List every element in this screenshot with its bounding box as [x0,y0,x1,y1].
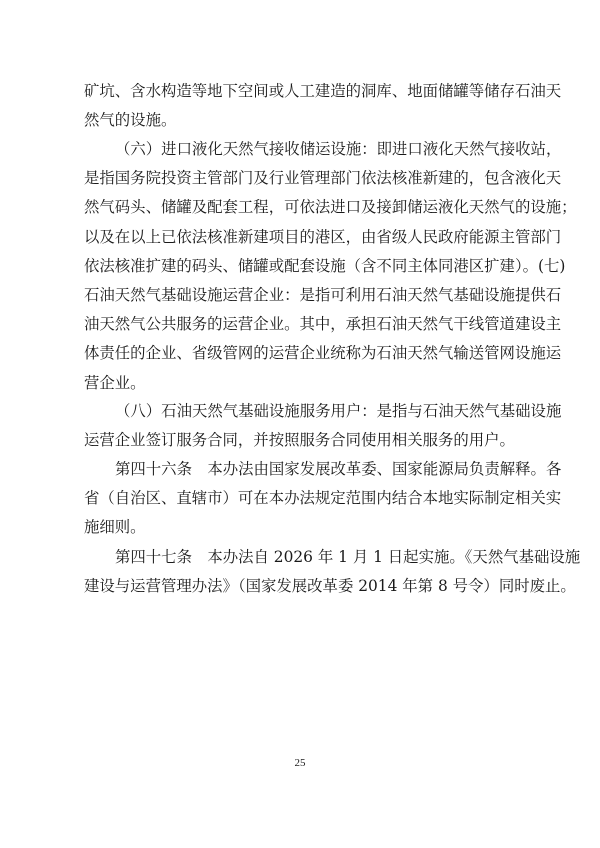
text-line: 油天然气公共服务的运营企业。其中，承担石油天然气干线管道建设主 [84,315,562,334]
text-line: 依法核准扩建的码头、储罐或配套设施（含不同主体同港区扩建）。(七) [84,256,566,275]
paragraph-item-6-7 [84,135,577,398]
page-number: 25 [294,757,306,769]
text-line: 体责任的企业、省级管网的运营企业统称为石油天然气输送管网设施运 [84,344,562,363]
paragraph-item-8 [84,397,562,455]
text-line: 营企业。 [84,373,146,392]
paragraph-article-46 [84,455,562,543]
text-line: 以及在以上已依法核准新建项目的港区，由省级人民政府能源主管部门 [84,227,562,246]
text-line: （六）进口液化天然气接收储运设施：即进口液化天然气接收站， [115,140,562,158]
text-line: 矿坑、含水构造等地下空间或人工建造的洞库、地面储罐等储存石油天 [84,82,562,100]
text-line: 运营企业签订服务合同，并按照服务合同使用相关服务的用户。 [84,431,515,450]
text-line: 省（自治区、直辖市）可在本办法规定范围内结合本地实际制定相关实 [84,489,562,508]
paragraph-continuation [84,77,562,135]
text-line: 建设与运营管理办法》（国家发展改革委 2014 年第 8 号令）同时废止。 [84,577,576,596]
text-line: （八）石油天然气基础设施服务用户：是指与石油天然气基础设施 [115,402,562,420]
text-line: 是指国务院投资主管部门及行业管理部门依法核准新建的，包含液化天 [84,169,562,188]
text-line: 第四十七条 本办法自 2026 年 1 月 1 日起实施。《天然气基础设施 [115,548,581,566]
text-line: 第四十六条 本办法由国家发展改革委、国家能源局负责解释。各 [115,460,562,478]
text-line: 施细则。 [84,518,146,537]
text-line: 然气码头、储罐及配套工程，可依法进口及接卸储运液化天然气的设施； [84,198,577,217]
paragraph-article-47 [84,543,581,601]
text-line: 然气的设施。 [84,111,177,130]
text-line: 石油天然气基础设施运营企业：是指可利用石油天然气基础设施提供石 [84,286,562,305]
